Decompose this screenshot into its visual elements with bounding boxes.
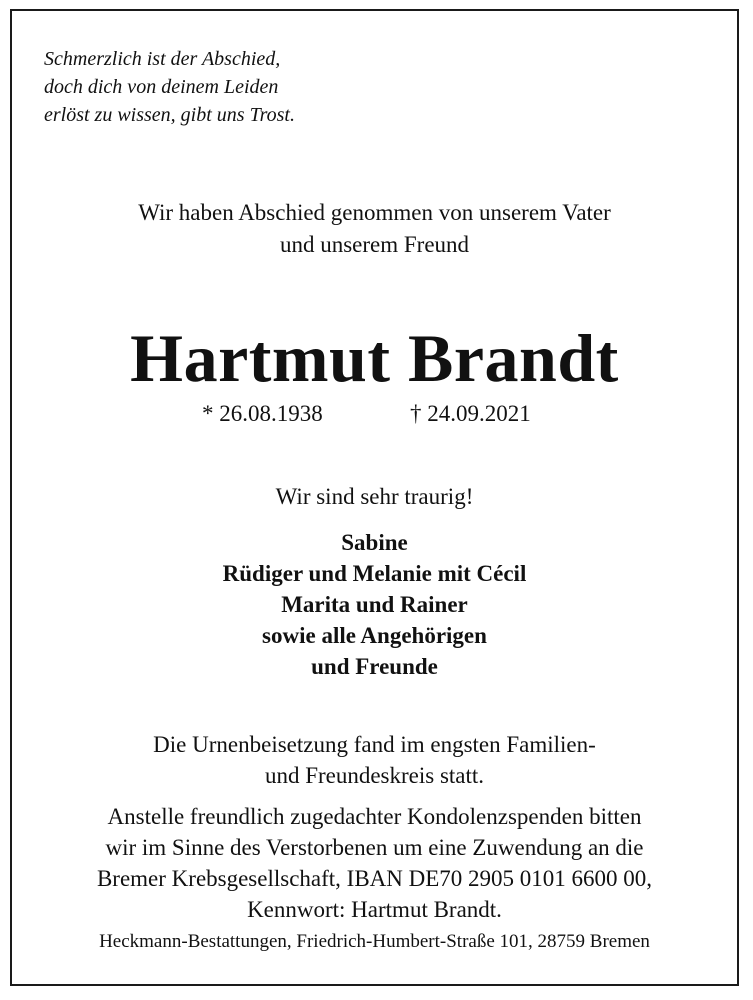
motto-line: erlöst zu wissen, gibt uns Trost. [44,104,295,126]
intro-line: Wir haben Abschied genommen von unserem Vater [138,200,611,225]
funeral-home-footer: Heckmann-Bestattungen, Friedrich-Humbert-Straße 101, 28759 Bremen [99,931,650,952]
obituary-card [10,9,739,986]
mourner-entry: Rüdiger und Melanie mit Cécil [222,561,527,586]
donation-line: Anstelle freundlich zugedachter Kondolenzspenden bitten [107,804,642,829]
sad-line: Wir sind sehr traurig! [275,484,474,509]
motto-line: doch dich von deinem Leiden [44,76,279,98]
intro-line: und unserem Freund [279,232,470,257]
deceased-name: Hartmut Brandt [130,320,619,396]
motto-line: Schmerzlich ist der Abschied, [44,48,281,70]
donation-line: Kennwort: Hartmut Brandt. [247,897,502,922]
mourner-entry: und Freunde [311,654,438,679]
donation-line: wir im Sinne des Verstorbenen um eine Zuwendung an die [105,835,644,860]
urn-line: und Freundeskreis statt. [264,763,485,788]
donation-notice [12,801,737,925]
motto-verse [44,45,295,129]
mourner-entry: sowie alle Angehörigen [262,623,487,648]
mourner-entry: Marita und Rainer [281,592,468,617]
urn-line: Die Urnenbeisetzung fand im engsten Familien- [153,732,596,757]
urn-notice [12,729,737,791]
mourners-list [12,527,737,682]
birth-date: * 26.08.1938 [202,401,323,426]
mourner-entry: Sabine [341,530,408,555]
death-date: † 24.09.2021 [410,401,531,426]
intro-text [12,197,737,261]
donation-line: Bremer Krebsgesellschaft, IBAN DE70 2905 0101 6600 00, [96,866,653,891]
